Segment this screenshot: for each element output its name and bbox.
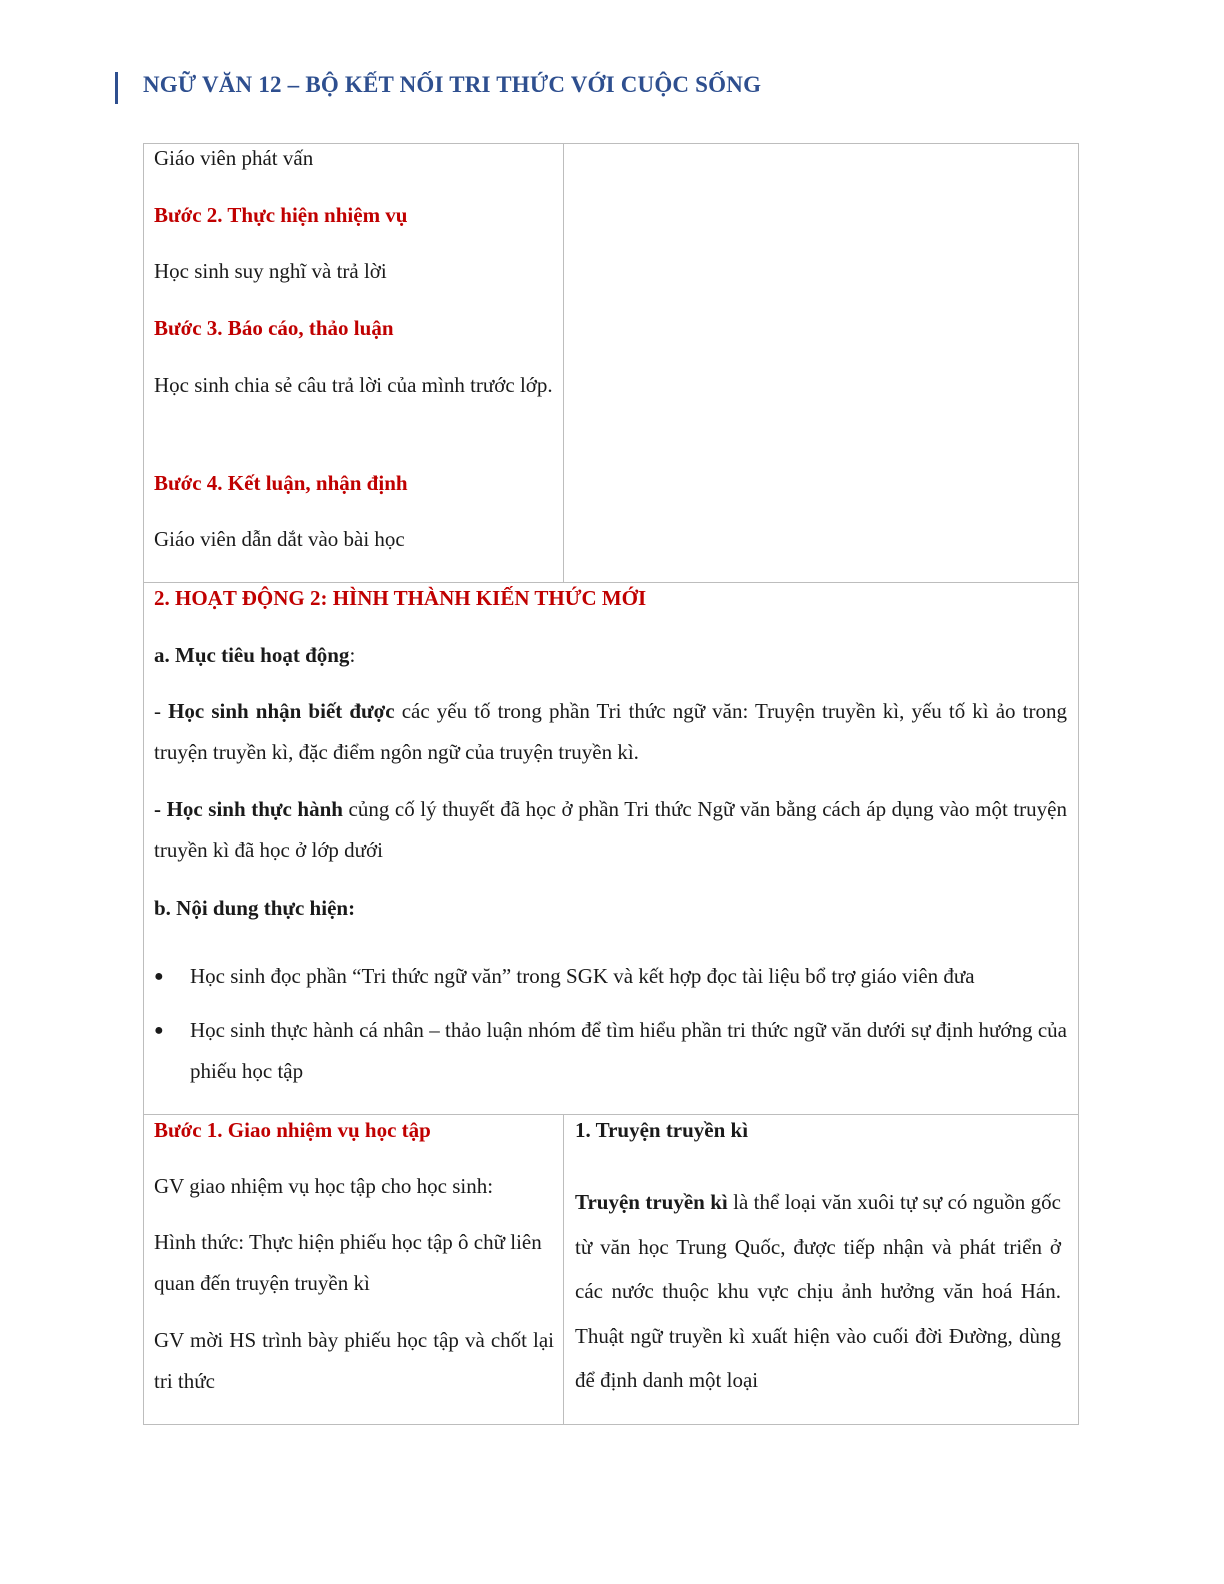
form-text: Hình thức: Thực hiện phiếu học tập ô chữ liên quan đến truyện truyền kì — [154, 1230, 542, 1295]
objective-item-1-bold: Học sinh nhận biết được — [168, 699, 395, 723]
invite-text: GV mời HS trình bày phiếu học tập và chốt lại tri thức — [154, 1328, 554, 1393]
objective-item-2-bold: - Học sinh thực hành — [154, 797, 343, 821]
header-accent-bar — [115, 72, 118, 104]
objective-item-1-text: các yếu tố trong phần Tri thức ngữ văn: Truyện truyền kì, yếu tố kì ảo trong truyện truyền kì, đặc điểm ngôn ngữ của truyện truyền kì. — [154, 699, 1067, 764]
step1-heading: Bước 1. Giao nhiệm vụ học tập — [154, 1118, 431, 1142]
bullet-dot-1: ● — [154, 968, 164, 985]
bullet-dot-2: ● — [154, 1022, 164, 1039]
objective-colon: : — [349, 643, 356, 667]
table-col-divider-3 — [563, 1114, 564, 1425]
table-border-bottom — [143, 1424, 1079, 1425]
page-header-title: NGỮ VĂN 12 – BỘ KẾT NỐI TRI THỨC VỚI CUỘC SỐNG — [143, 72, 762, 97]
table-border-left — [143, 143, 144, 1425]
objective-heading — [154, 640, 355, 670]
step4-heading: Bước 4. Kết luận, nhận định — [154, 471, 408, 495]
step4-text: Giáo viên dẫn dắt vào bài học — [154, 527, 405, 551]
assign-text: GV giao nhiệm vụ học tập cho học sinh: — [154, 1174, 494, 1198]
step2-text: Học sinh suy nghĩ và trả lời — [154, 259, 387, 283]
objective-item-2-text: củng cố lý thuyết đã học ở phần Tri thức Ngữ văn bằng cách áp dụng vào một truyện truyền kì đã học ở lớp dưới — [154, 797, 1067, 862]
right-section-term: Truyện truyền kì — [575, 1190, 728, 1214]
bullet-item-1: Học sinh đọc phần “Tri thức ngữ văn” trong SGK và kết hợp đọc tài liệu bổ trợ giáo viên đưa — [190, 964, 975, 988]
table-col-divider-1 — [563, 143, 564, 583]
step3-heading: Bước 3. Báo cáo, thảo luận — [154, 316, 394, 340]
right-section-heading: 1. Truyện truyền kì — [575, 1118, 749, 1142]
right-section-text — [575, 1180, 1061, 1403]
activity2-heading: 2. HOẠT ĐỘNG 2: HÌNH THÀNH KIẾN THỨC MỚI — [154, 586, 647, 610]
objective-label: a. Mục tiêu hoạt động — [154, 643, 350, 667]
step3-text: Học sinh chia sẻ câu trả lời của mình trước lớp. — [154, 373, 553, 397]
objective-item-1 — [154, 691, 1067, 773]
objective-item-1-dash: - — [154, 699, 169, 723]
step2-heading: Bước 2. Thực hiện nhiệm vụ — [154, 203, 408, 227]
objective-item-2 — [154, 789, 1067, 871]
teacher-questions-text: Giáo viên phát vấn — [154, 146, 314, 170]
content-heading: b. Nội dung thực hiện: — [154, 896, 356, 920]
bullet-item-2: Học sinh thực hành cá nhân – thảo luận nhóm để tìm hiểu phần tri thức ngữ văn dưới sự định hướng của phiếu học tập — [190, 1018, 1067, 1083]
table-border-right — [1078, 143, 1079, 1425]
right-section-definition: là thể loại văn xuôi tự sự có nguồn gốc từ văn học Trung Quốc, được tiếp nhận và phát triển ở các nước thuộc khu vực chịu ảnh hưởng văn hoá Hán. Thuật ngữ truyền kì xuất hiện vào cuối đời Đường, dùng để định danh một loại — [575, 1190, 1061, 1392]
